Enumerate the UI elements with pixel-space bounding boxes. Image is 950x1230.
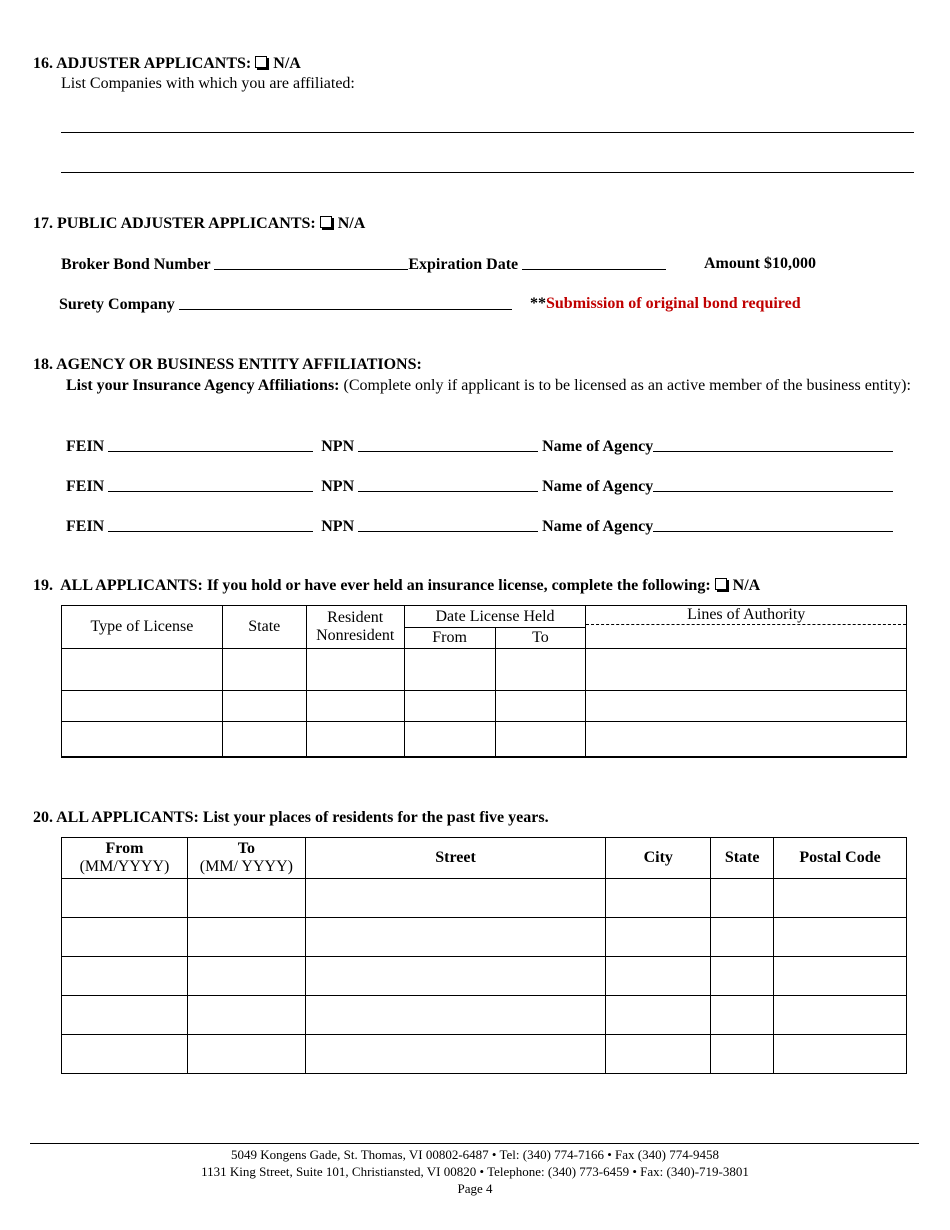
- table-cell[interactable]: [305, 996, 606, 1035]
- table-cell[interactable]: [62, 879, 188, 918]
- table-cell[interactable]: [495, 649, 586, 691]
- table-cell[interactable]: [711, 879, 774, 918]
- table-row: [62, 879, 907, 918]
- table-cell[interactable]: [774, 1035, 907, 1074]
- section-20-heading: 20. ALL APPLICANTS: List your places of residents for the past five years.: [33, 809, 549, 826]
- agency-row: FEIN NPN Name of Agency: [66, 517, 893, 536]
- company-line-1[interactable]: [61, 132, 914, 133]
- table-cell[interactable]: [606, 918, 711, 957]
- table-cell[interactable]: [606, 879, 711, 918]
- agency-row: FEIN NPN Name of Agency: [66, 477, 893, 496]
- section-16-heading: 16. ADJUSTER APPLICANTS: N/A: [33, 55, 301, 72]
- table-cell[interactable]: [774, 996, 907, 1035]
- col-lines-of-authority: Lines of Authority: [586, 606, 907, 649]
- table-cell[interactable]: [774, 957, 907, 996]
- col-state: State: [711, 838, 774, 879]
- table-cell[interactable]: [495, 691, 586, 722]
- table-cell[interactable]: [586, 691, 907, 722]
- table-cell[interactable]: [774, 879, 907, 918]
- table-cell[interactable]: [495, 722, 586, 757]
- na-checkbox-17[interactable]: [320, 216, 332, 228]
- table-cell[interactable]: [62, 918, 188, 957]
- table-cell[interactable]: [305, 879, 606, 918]
- table-cell[interactable]: [187, 918, 305, 957]
- npn-field[interactable]: [358, 437, 538, 452]
- table-cell[interactable]: [711, 996, 774, 1035]
- table-cell[interactable]: [187, 996, 305, 1035]
- agency-row: FEIN NPN Name of Agency: [66, 437, 893, 456]
- section-18-heading: 18. AGENCY OR BUSINESS ENTITY AFFILIATIONS:: [33, 356, 422, 373]
- na-checkbox-19[interactable]: [715, 578, 727, 590]
- agency-name-field[interactable]: [653, 477, 893, 492]
- bond-note: **Submission of original bond required: [530, 295, 801, 312]
- table-cell[interactable]: [305, 1035, 606, 1074]
- table-cell[interactable]: [306, 722, 404, 757]
- table-row: [62, 918, 907, 957]
- col-from: From: [404, 628, 495, 649]
- table-row: [62, 649, 907, 691]
- expiration-date-field[interactable]: [522, 255, 666, 270]
- surety-company-field[interactable]: [179, 295, 512, 310]
- footer: [0, 1146, 950, 1197]
- fein-field[interactable]: [108, 517, 313, 532]
- residence-table: [61, 837, 907, 1074]
- table-cell[interactable]: [606, 996, 711, 1035]
- table-cell[interactable]: [586, 649, 907, 691]
- col-type-of-license: Type of License: [62, 606, 223, 649]
- table-row: [62, 1035, 907, 1074]
- table-cell[interactable]: [305, 957, 606, 996]
- table-cell[interactable]: [711, 957, 774, 996]
- section-18-instruction: List your Insurance Agency Affiliations: (Complete only if applicant is to be licensed as an active member of the business entity):: [66, 377, 911, 394]
- footer-address-st-thomas: 5049 Kongens Gade, St. Thomas, VI 00802-6487 • Tel: (340) 774-7166 • Fax (340) 774-9458: [230, 1147, 720, 1162]
- table-cell[interactable]: [62, 1035, 188, 1074]
- agency-name-field[interactable]: [653, 517, 893, 532]
- table-cell[interactable]: [222, 649, 306, 691]
- table-cell[interactable]: [62, 957, 188, 996]
- col-to: To (MM/ YYYY): [187, 838, 305, 879]
- section-17-heading: 17. PUBLIC ADJUSTER APPLICANTS: N/A: [33, 215, 366, 232]
- table-cell[interactable]: [222, 691, 306, 722]
- col-from: From (MM/YYYY): [62, 838, 188, 879]
- section-16-instruction: List Companies with which you are affiliated:: [61, 75, 355, 92]
- footer-divider: [30, 1143, 919, 1144]
- surety-row: Surety Company: [59, 295, 512, 314]
- amount-label: Amount $10,000: [704, 255, 817, 272]
- npn-field[interactable]: [358, 477, 538, 492]
- table-row: [62, 722, 907, 757]
- table-cell[interactable]: [62, 649, 223, 691]
- table-cell[interactable]: [711, 918, 774, 957]
- table-row: [62, 691, 907, 722]
- agency-name-field[interactable]: [653, 437, 893, 452]
- table-cell[interactable]: [305, 918, 606, 957]
- table-cell[interactable]: [404, 722, 495, 757]
- table-cell[interactable]: [404, 649, 495, 691]
- table-cell[interactable]: [404, 691, 495, 722]
- fein-field[interactable]: [108, 477, 313, 492]
- table-cell[interactable]: [606, 957, 711, 996]
- col-street: Street: [305, 838, 606, 879]
- col-resident: Resident Nonresident: [306, 606, 404, 649]
- table-cell[interactable]: [586, 722, 907, 757]
- table-cell[interactable]: [187, 1035, 305, 1074]
- npn-field[interactable]: [358, 517, 538, 532]
- table-row: [62, 996, 907, 1035]
- broker-bond-field[interactable]: [214, 255, 408, 270]
- col-date-license-held: Date License Held: [404, 606, 586, 628]
- col-city: City: [606, 838, 711, 879]
- na-checkbox-16[interactable]: [255, 56, 267, 68]
- table-cell[interactable]: [62, 996, 188, 1035]
- table-cell[interactable]: [306, 691, 404, 722]
- table-cell[interactable]: [222, 722, 306, 757]
- fein-field[interactable]: [108, 437, 313, 452]
- table-cell[interactable]: [306, 649, 404, 691]
- table-cell[interactable]: [187, 879, 305, 918]
- table-cell[interactable]: [62, 691, 223, 722]
- broker-bond-row: Broker Bond Number Expiration Date: [61, 255, 666, 274]
- table-row: [62, 957, 907, 996]
- page-number: Page 4: [457, 1181, 493, 1196]
- company-line-2[interactable]: [61, 172, 914, 173]
- col-state: State: [222, 606, 306, 649]
- table-cell[interactable]: [62, 722, 223, 757]
- license-table: [61, 605, 907, 758]
- footer-address-christiansted: 1131 King Street, Suite 101, Christiansted, VI 00820 • Telephone: (340) 773-6459 • Fax: (340)-719-3801: [201, 1164, 749, 1179]
- table-cell[interactable]: [606, 1035, 711, 1074]
- table-cell[interactable]: [774, 918, 907, 957]
- col-postal-code: Postal Code: [774, 838, 907, 879]
- table-cell[interactable]: [187, 957, 305, 996]
- col-to: To: [495, 628, 586, 649]
- table-cell[interactable]: [711, 1035, 774, 1074]
- section-19-heading: 19. ALL APPLICANTS: If you hold or have ever held an insurance license, complete the following: N/A: [33, 577, 761, 594]
